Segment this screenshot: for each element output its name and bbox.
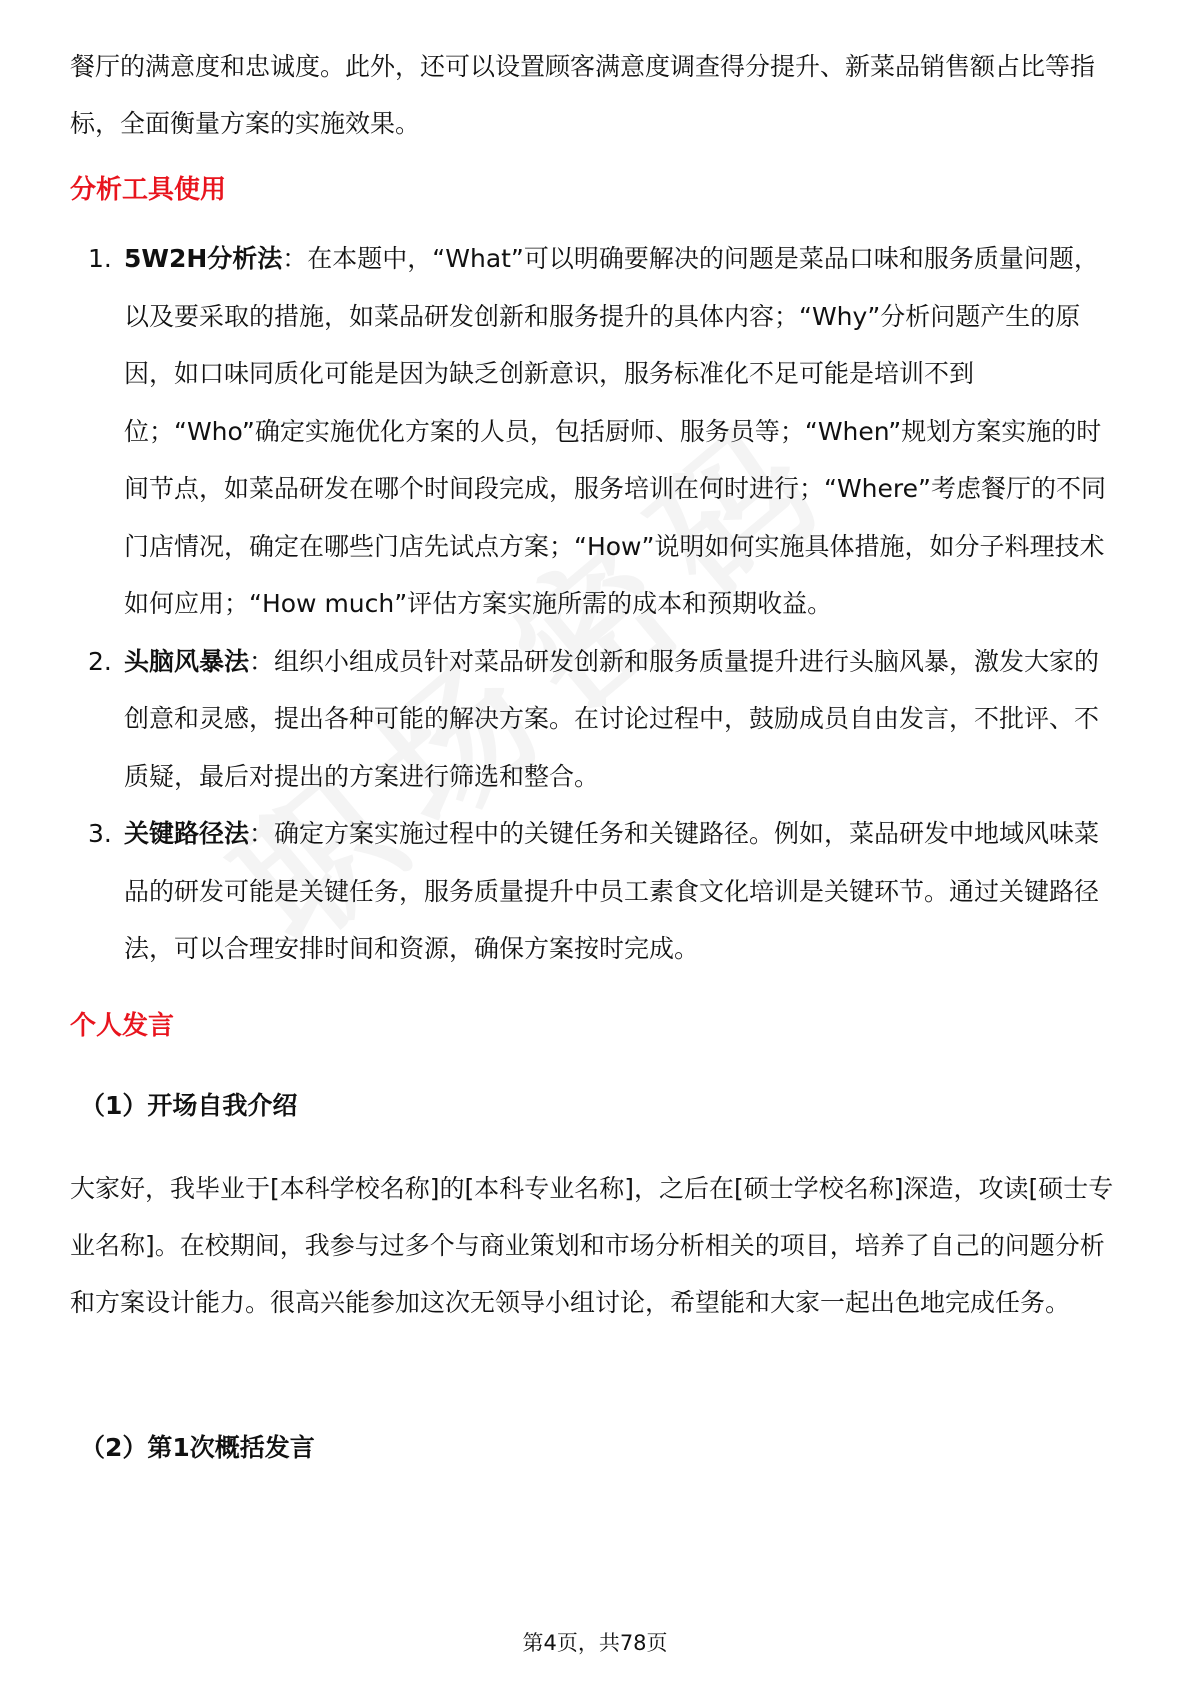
tool-description: ：确定方案实施过程中的关键任务和关键路径。例如，菜品研发中地域风味菜品的研发可能是关键任务，服务质量提升中员工素食文化培训是关键环节。通过关键路径法，可以合理安排时间和资源，确保方案按时完成。 (124, 819, 1100, 963)
tool-description: ：在本题中，“What”可以明确要解决的问题是菜品口味和服务质量问题，以及要采取的措施，如菜品研发创新和服务提升的具体内容；“Why”分析问题产生的原因，如口味同质化可能是因为缺乏创新意识，服务标准化不足可能是培训不到位；“Who”确定实施优化方案的人员，包括厨师、服务员等；“When”规划方案实施的时间节点，如菜品研发在哪个时间段完成，服务培训在何时进行；“Where”考虑餐厅的不同门店情况，确定在哪些门店先试点方案；“How”说明如何实施具体措施，如分子料理技术如何应用；“How much”评估方案实施所需的成本和预期收益。 (124, 244, 1106, 618)
list-item (70, 633, 1120, 806)
tools-section-title: 分析工具使用 (70, 175, 227, 205)
tool-term: 5W2H分析法 (124, 244, 283, 273)
list-number: 2. (88, 646, 112, 676)
opening-heading: （1）开场自我介绍 (80, 1091, 298, 1120)
page-number: 第4页，共78页 (522, 1631, 668, 1655)
opening-paragraph: 大家好，我毕业于[本科学校名称]的[本科专业名称]，之后在[硕士学校名称]深造，攻读[硕士专业名称]。在校期间，我参与过多个与商业策划和市场分析相关的项目，培养了自己的问题分析和方案设计能力。很高兴能参加这次无领导小组讨论，希望能和大家一起出色地完成任务。 (70, 1174, 1114, 1317)
tool-term: 头脑风暴法 (124, 646, 250, 676)
tools-list (70, 230, 1120, 978)
speech-section-title: 个人发言 (70, 1011, 175, 1041)
list-number: 3. (88, 819, 112, 848)
list-item (70, 230, 1120, 633)
tool-description: ：组织小组成员针对菜品研发创新和服务质量提升进行头脑风暴，激发大家的创意和灵感，提出各种可能的解决方案。在讨论过程中，鼓励成员自由发言，不批评、不质疑，最后对提出的方案进行筛选和整合。 (124, 646, 1100, 791)
tool-term: 关键路径法 (124, 819, 250, 848)
intro-paragraph: 餐厅的满意度和忠诚度。此外，还可以设置顾客满意度调查得分提升、新菜品销售额占比等指标，全面衡量方案的实施效果。 (70, 52, 1096, 138)
list-number: 1. (88, 244, 112, 273)
summary-heading: （2）第1次概括发言 (80, 1433, 315, 1462)
list-item (70, 805, 1120, 978)
